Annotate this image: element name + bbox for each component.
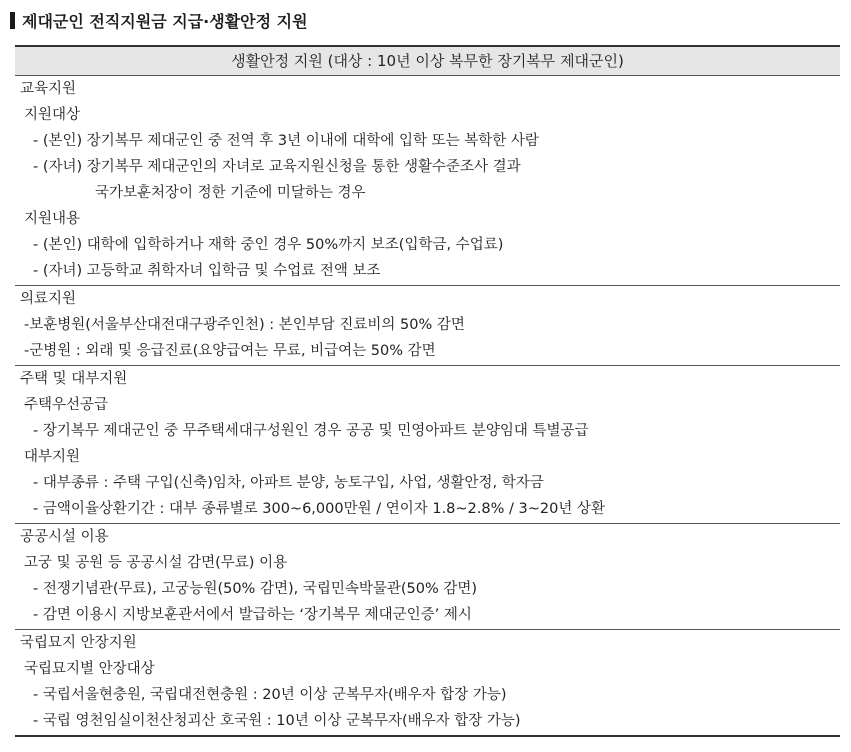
table-section [15,630,840,735]
bullet-line: 국가보훈처장이 정한 기준에 미달하는 경우 [95,185,366,201]
subsection-line: -군병원 : 외래 및 응급진료(요양급여는 무료, 비급여는 50% 감면 [24,343,436,359]
support-table [15,45,840,737]
subsection-line: 주택우선공급 [24,397,109,413]
table-section [15,524,840,630]
page-title: 제대군인 전직지원금 지급·생활안정 지원 [22,11,308,31]
section-title: 교육지원 [20,81,77,97]
section-title: 공공시설 이용 [20,529,109,545]
bullet-line: - 국립서울현충원, 국립대전현충원 : 20년 이상 군복무자(배우자 합장 가능) [33,687,507,703]
subsection-line: 지원내용 [24,211,81,227]
bullet-line: - 전쟁기념관(무료), 고궁능원(50% 감면), 국립민속박물관(50% 감면) [33,581,478,597]
bullet-line: - (자녀) 고등학교 취학자녀 입학금 및 수업료 전액 보조 [33,263,381,279]
bullet-line: - 대부종류 : 주택 구입(신축)임차, 아파트 분양, 농토구입, 사업, 생활안정, 학자금 [33,475,544,491]
section-heading [10,8,308,32]
section-title: 의료지원 [20,291,77,307]
table-section [15,76,840,286]
subsection-line: 지원대상 [24,107,81,123]
subsection-line: -보훈병원(서울부산대전대구광주인천) : 본인부담 진료비의 50% 감면 [24,317,465,333]
bullet-line: - (본인) 대학에 입학하거나 재학 중인 경우 50%까지 보조(입학금, 수업료) [33,237,504,253]
table-body [15,76,840,735]
table-header: 생활안정 지원 (대상 : 10년 이상 복무한 장기복무 제대군인) [15,47,840,76]
subsection-line: 고궁 및 공원 등 공공시설 감면(무료) 이용 [24,555,288,571]
table-section [15,366,840,524]
bullet-line: - 국립 영천임실이천산청괴산 호국원 : 10년 이상 군복무자(배우자 합장 가능) [33,713,521,729]
bullet-line: - 금액이율상환기간 : 대부 종류별로 300~6,000만원 / 연이자 1.8~2.8% / 3~20년 상환 [33,501,605,517]
subsection-line: 국립묘지별 안장대상 [24,661,155,677]
bullet-line: - 장기복무 제대군인 중 무주택세대구성원인 경우 공공 및 민영아파트 분양임대 특별공급 [33,423,589,439]
heading-marker [10,12,15,29]
bullet-line: - 감면 이용시 지방보훈관서에서 발급하는 ‘장기복무 제대군인증’ 제시 [33,607,472,623]
subsection-line: 대부지원 [24,449,81,465]
bullet-line: - (본인) 장기복무 제대군인 중 전역 후 3년 이내에 대학에 입학 또는 복학한 사람 [33,133,539,149]
section-title: 주택 및 대부지원 [20,371,128,387]
table-section [15,286,840,366]
bullet-line: - (자녀) 장기복무 제대군인의 자녀로 교육지원신청을 통한 생활수준조사 결과 [33,159,521,175]
section-title: 국립묘지 안장지원 [20,635,137,651]
